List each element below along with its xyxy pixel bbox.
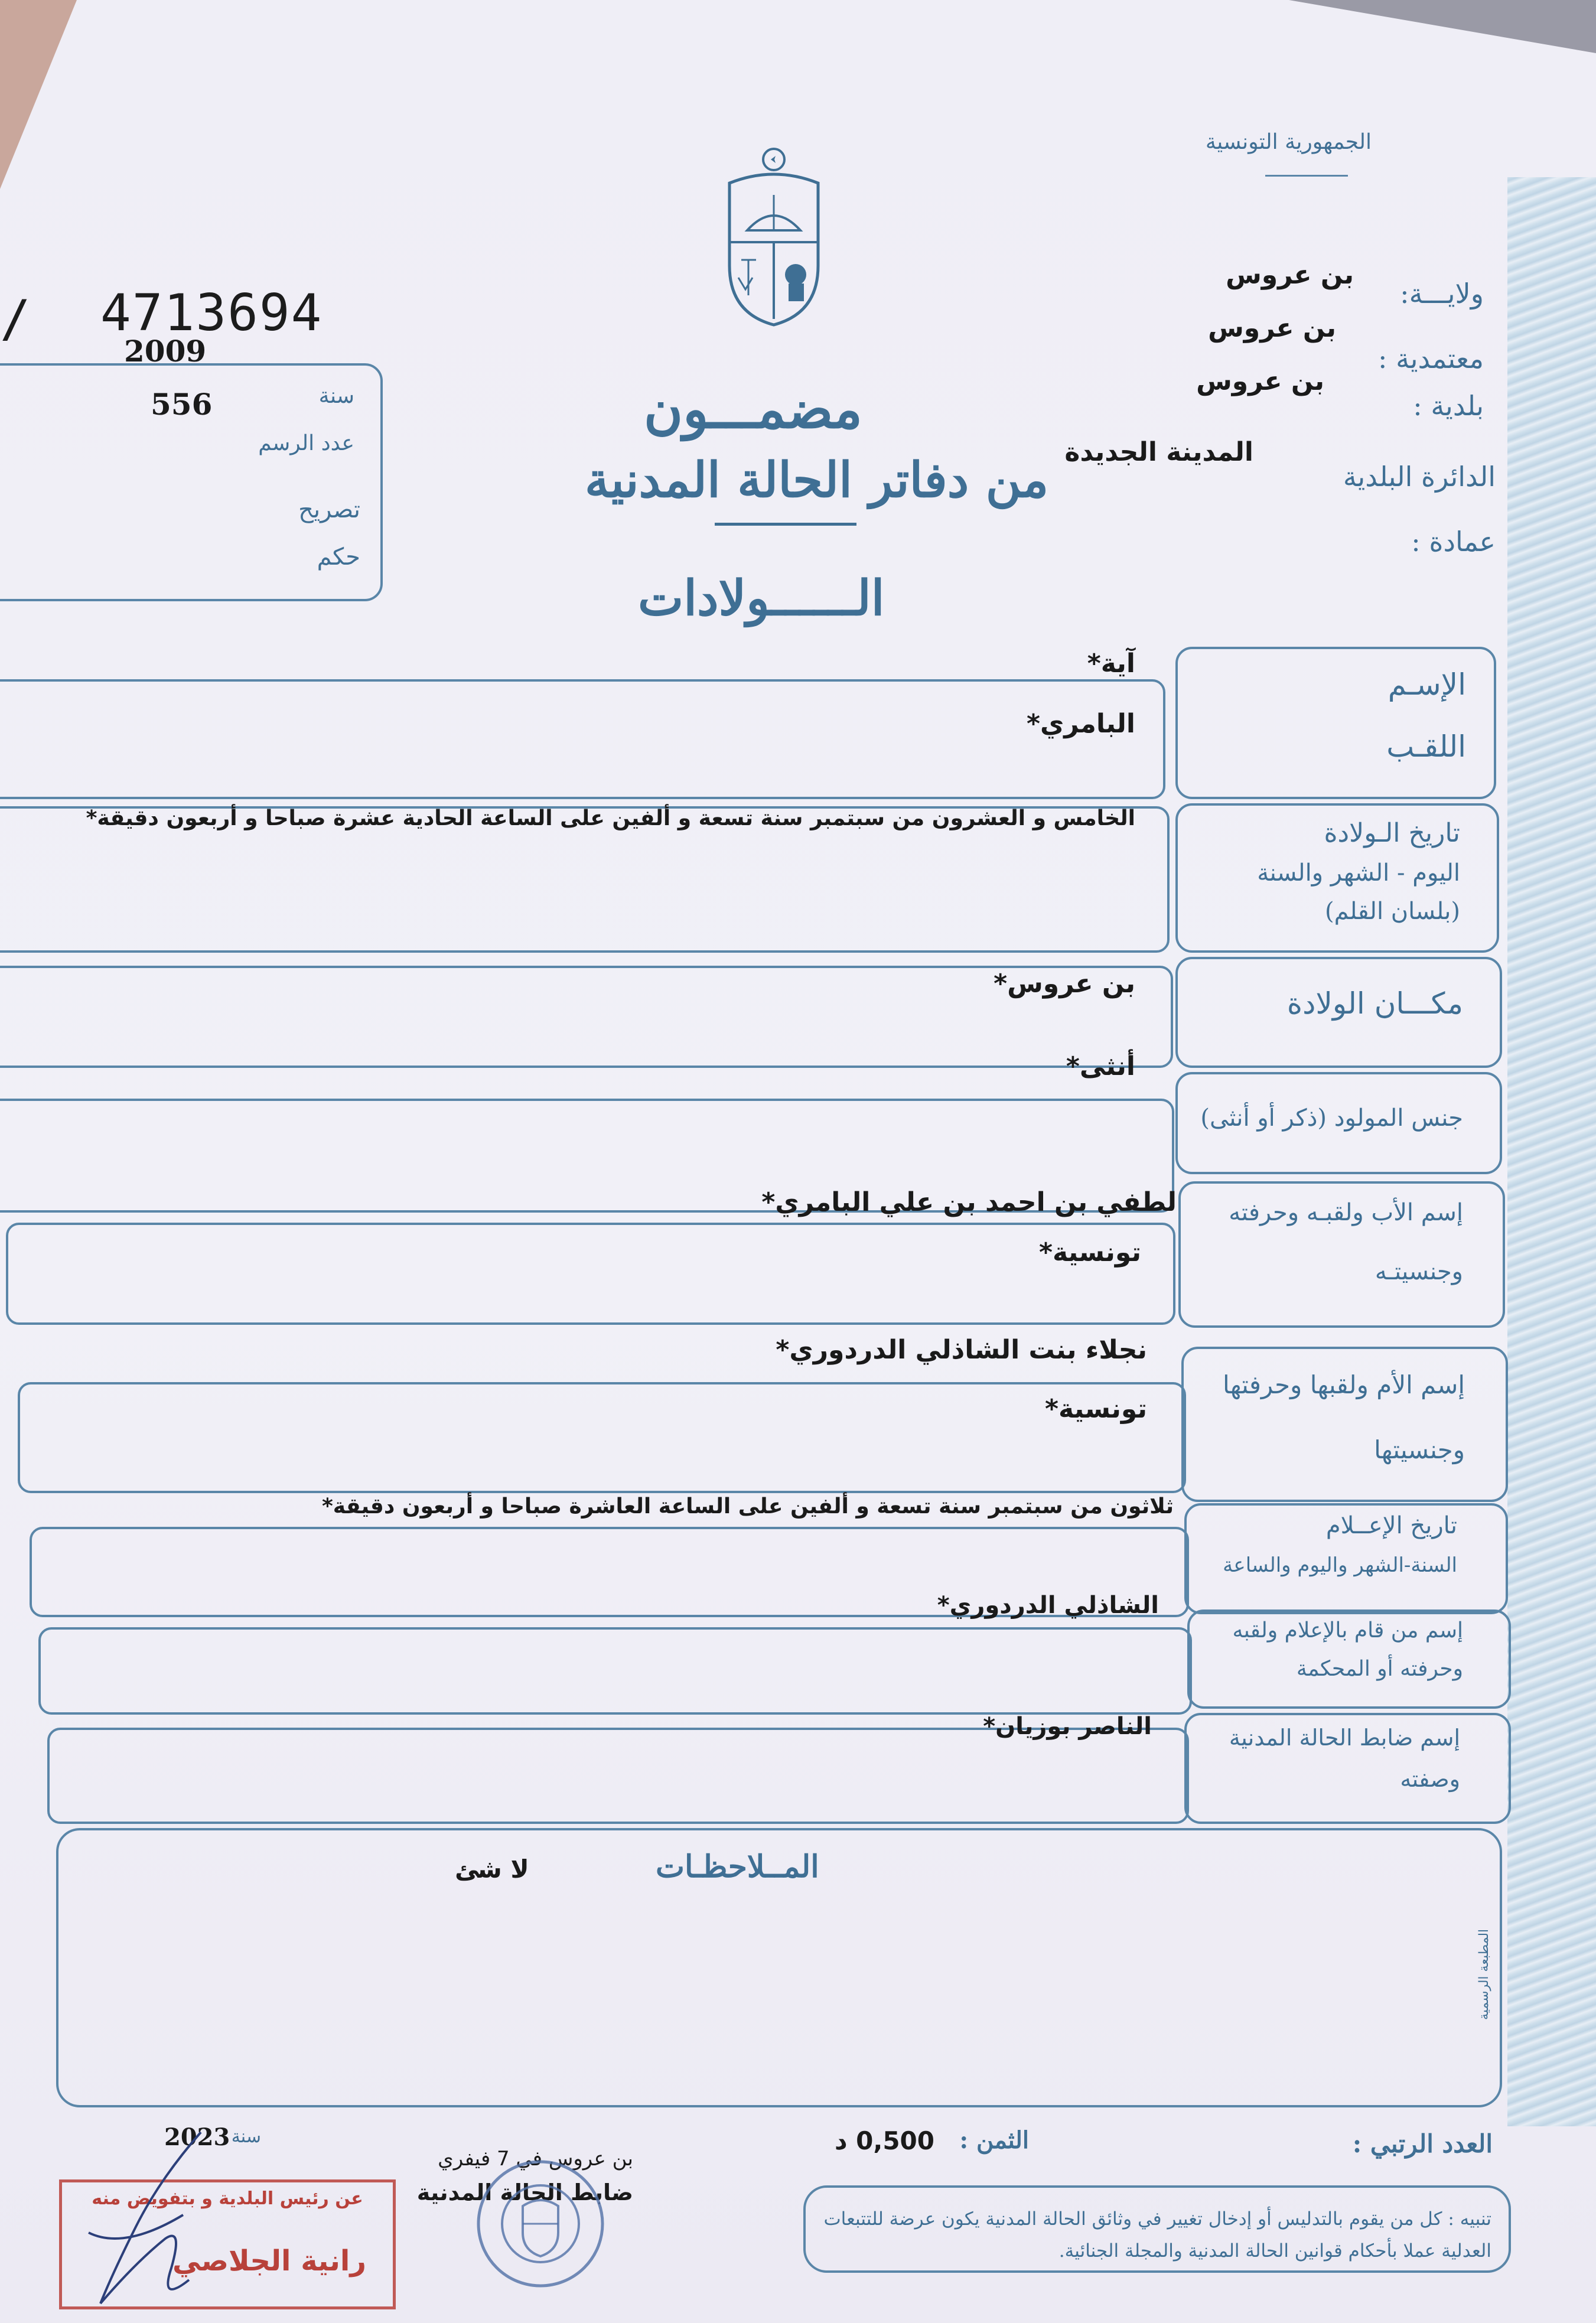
value-cell-officer — [47, 1728, 1189, 1824]
field-value-officer: الناصر بوزيان* — [983, 1713, 1152, 1740]
field-value-father: لطفي بن احمد بن علي البامري* — [761, 1187, 1177, 1217]
field-value-gender: أنثى* — [1066, 1051, 1135, 1081]
order-number-label: العدد الرتبي : — [1352, 2129, 1493, 2158]
field-label-mother: إسم الأم ولقبها وحرفتها — [1223, 1370, 1465, 1399]
coat-of-arms — [724, 142, 824, 331]
value-cell-declarant — [38, 1627, 1192, 1715]
handwritten-signature — [65, 2126, 219, 2309]
warning-text: تنبيه : كل من يقوم بالتدليس أو إدخال تغيير في وثائق الحالة المدنية يكون عرضة للتتبعات العدلية عملا بأحكام قوانين الحالة المدنية والمجلة الجنائية. — [823, 2208, 1491, 2262]
field-label-declaration-date: تاريخ الإعــلام — [1325, 1512, 1457, 1539]
round-seal — [473, 2156, 608, 2292]
title-line2: من دفاتر الحالة المدنية — [585, 452, 1049, 509]
printer-mark: المطبعة الرسمية — [1477, 1928, 1491, 2020]
field-label-birth-date-words: (بلسان القلم) — [1325, 898, 1460, 925]
judgment-label: حكم — [317, 543, 360, 571]
field-label-birth-date: تاريخ الـولادة — [1324, 818, 1460, 848]
field-value-declaration-date: ثلاثون من سبتمبر سنة تسعة و ألفين على الساعة العاشرة صباحا و أربعون دقيقة* — [321, 1494, 1174, 1519]
field-label-gender: جنس المولود (ذكر أو أنثى) — [1200, 1105, 1463, 1132]
act-number-value: 556 — [151, 387, 213, 422]
field-value-declarant: الشاذلي الدردوري* — [937, 1592, 1159, 1619]
field-label-surname: اللقـب — [1386, 729, 1466, 764]
place-date: بن عروس في 7 فيفري — [438, 2147, 633, 2171]
title-line1: مضمـــون — [644, 378, 862, 441]
republic-heading: الجمهورية التونسية — [1205, 130, 1372, 154]
wilaya-label: ولايـــة: — [1400, 278, 1484, 309]
stamp-title: عن رئيس البلدية و بتفويض منه — [92, 2188, 363, 2209]
remarks-label: المــلاحظـات — [656, 1849, 819, 1885]
baladiya-label: بلدية : — [1413, 390, 1484, 422]
register-year-value: 2009 — [124, 334, 207, 369]
value-cell-name — [0, 679, 1165, 799]
daira-label: الدائرة البلدية — [1343, 461, 1496, 493]
footer-year-label: سنة — [231, 2126, 261, 2147]
mootamadiya-value: بن عروس — [1208, 313, 1336, 343]
mootamadiya-label: معتمدية : — [1377, 343, 1484, 374]
field-label-father: إسم الأب ولقبـه وحرفته — [1229, 1199, 1463, 1226]
act-number-label: عدد الرسم — [258, 431, 354, 455]
field-label-declaration-date-parts: السنة-الشهر واليوم والساعة — [1223, 1553, 1457, 1577]
field-label-mother-nationality: وجنسيتها — [1374, 1435, 1465, 1464]
baladiya-value: بن عروس — [1196, 366, 1324, 396]
field-value-name: آية* — [1087, 649, 1135, 679]
field-label-officer: إسم ضابط الحالة المدنية — [1229, 1725, 1460, 1751]
field-value-birth-date: الخامس و العشرون من سبتمبر سنة تسعة و ألفين على الساعة الحادية عشرة صباحا و أربعون دقيقة* — [86, 806, 1135, 830]
field-label-officer-role: وصفته — [1400, 1766, 1460, 1792]
stamp-name: رانية الجلاصي — [172, 2244, 366, 2278]
field-label-birth-place: مكـــان الولادة — [1286, 986, 1463, 1021]
omada-label: عمادة : — [1411, 526, 1496, 558]
field-value-surname: البامري* — [1026, 709, 1135, 739]
field-label-declarant: إسم من قام بالإعلام ولقبه — [1232, 1618, 1463, 1643]
wilaya-value: بن عروس — [1226, 260, 1354, 290]
field-value-mother-nationality: تونسية* — [1044, 1394, 1147, 1424]
officer-signature-label: ضابط الحالة المدنية — [416, 2179, 633, 2205]
value-cell-mother — [18, 1382, 1186, 1493]
remarks-value: لا شئ — [455, 1855, 529, 1884]
field-label-name: الإسـم — [1387, 667, 1466, 702]
footer-year-value: 2023 — [164, 2123, 230, 2151]
field-value-birth-place: بن عروس* — [994, 969, 1135, 999]
price-label: الثمن : — [959, 2126, 1029, 2154]
field-value-father-nationality: تونسية* — [1038, 1237, 1141, 1268]
field-label-father-nationality: وجنسيتـه — [1374, 1258, 1463, 1285]
title-line3: الــــــولادات — [638, 570, 885, 627]
register-year-label: سنة — [318, 384, 354, 408]
field-label-birth-date-parts: اليوم - الشهر والسنة — [1257, 859, 1460, 887]
slash-mark: / — [0, 289, 31, 348]
republic-underline — [1265, 175, 1348, 177]
security-border — [1507, 177, 1596, 2126]
daira-value: المدينة الجديدة — [1064, 437, 1253, 467]
value-cell-father — [6, 1223, 1175, 1325]
field-value-mother: نجلاء بنت الشاذلي الدردوري* — [776, 1335, 1147, 1365]
field-label-declarant-occupation: وحرفته أو المحكمة — [1296, 1657, 1463, 1681]
title-underline — [715, 523, 856, 526]
serial-number: 4713694 — [100, 284, 323, 343]
price-value: 0,500 د — [834, 2126, 934, 2155]
declaration-label: تصريح — [298, 496, 360, 523]
